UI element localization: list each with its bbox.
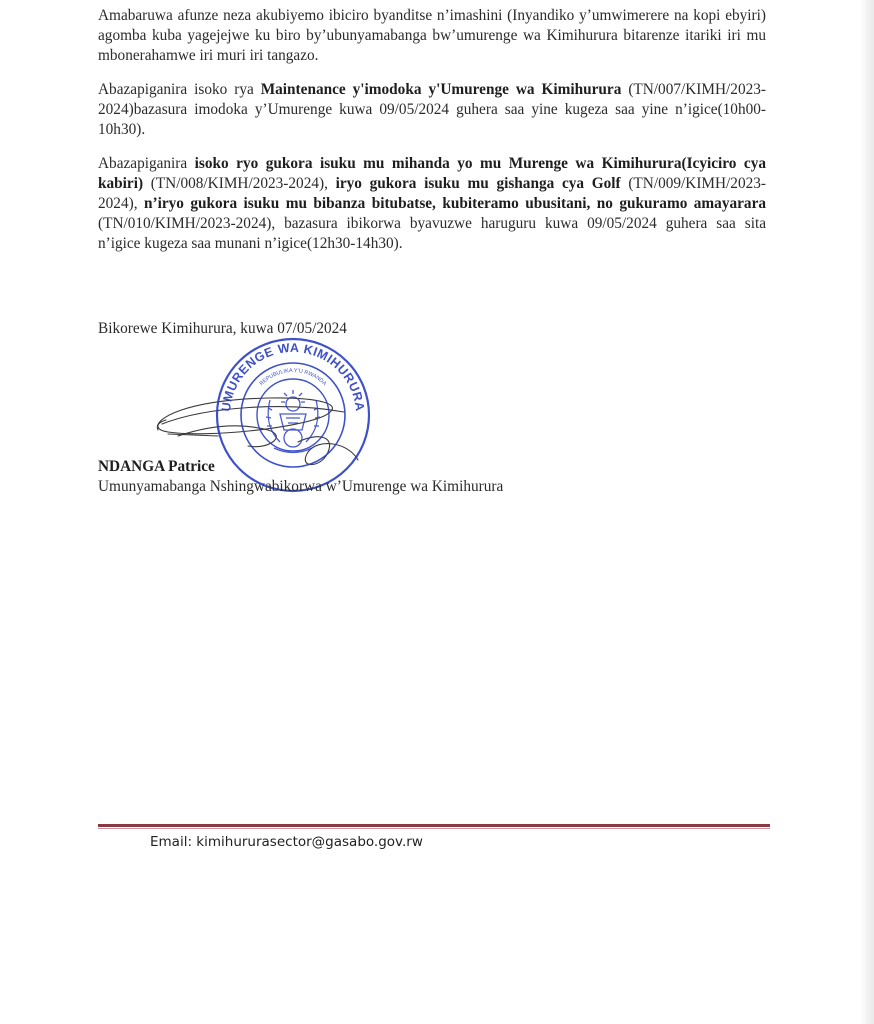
official-stamp	[208, 330, 378, 500]
signatory-title: Umunyamabanga Nshingwabikorwa w’Umurenge wa Kimihurura	[98, 478, 504, 495]
tender-title-golf-marsh-cleaning: iryo gukora isuku mu gishanga cya Golf	[335, 175, 621, 192]
tender-title-vehicle-maintenance: Maintenance y'imodoka y'Umurenge wa Kimihurura	[260, 81, 622, 98]
place-and-date: Bikorewe Kimihurura, kuwa 07/05/2024	[98, 320, 347, 337]
signatory-name: NDANGA Patrice	[98, 458, 215, 475]
tender-title-road-cleaning: isoko ryo gukora isuku mu mihanda yo mu Murenge wa Kimihurura(Icyiciro cya kabiri)	[98, 155, 766, 192]
footer-email: Email: kimihururasector@gasabo.gov.rw	[150, 834, 423, 850]
stamp-outer-text: UMURENGE WA KIMIHURURA	[218, 340, 368, 413]
scan-edge-shadow	[860, 0, 874, 1024]
svg-text:UMURENGE WA KIMIHURURA	[219, 341, 367, 412]
paragraph-cleaning-tenders-visit	[98, 154, 766, 254]
stamp-inner-text: REPUBULIKA Y'U RWANDA	[258, 367, 328, 388]
paragraph-1-text: Amabaruwa afunze neza akubiyemo ibiciro byanditse n’imashini (Inyandiko y’umwimerere na kopi ebyiri) agomba kuba yagejejwe ku biro by’ubunyamabanga bw’umurenge wa Kimihurura bitarenze itariki iri mu mbonerahamwe iri muri iri tangazo.	[98, 7, 766, 64]
paragraph-2-text-a: Abazapiganira isoko rya	[98, 81, 261, 98]
paragraph-3-text-c: (TN/009/KIMH/2023-2024),	[98, 175, 766, 212]
footer-rule	[98, 824, 770, 827]
paragraph-3-text-d: (TN/010/KIMH/2023-2024), bazasura ibikorwa byavuzwe haruguru kuwa 09/05/2024 guhera saa sita n’igice kugeza saa munani n’igice(12h30-14h30).	[98, 215, 766, 252]
paragraph-submission-instructions	[98, 6, 766, 66]
paragraph-3-text-a: Abazapiganira	[98, 155, 195, 172]
footer-rule-thin	[98, 828, 770, 829]
coat-of-arms-emblem	[266, 390, 320, 453]
tender-title-plot-cleaning: n’iryo gukora isuku mu bibanza bitubatse, kubiteramo ubusitani, no gukuramo amayarara	[143, 195, 767, 212]
paragraph-vehicle-maintenance-visit	[98, 80, 766, 140]
paragraph-2-text-b: (TN/007/KIMH/2023-2024)bazasura imodoka y’Umurenge kuwa 09/05/2024 guhera saa yine kugeza saa yine n’igice(10h00-10h30).	[98, 81, 766, 138]
svg-text:REPUBULIKA Y'U RWANDA	[259, 368, 328, 387]
paragraph-3-text-b: (TN/008/KIMH/2023-2024),	[143, 175, 336, 192]
